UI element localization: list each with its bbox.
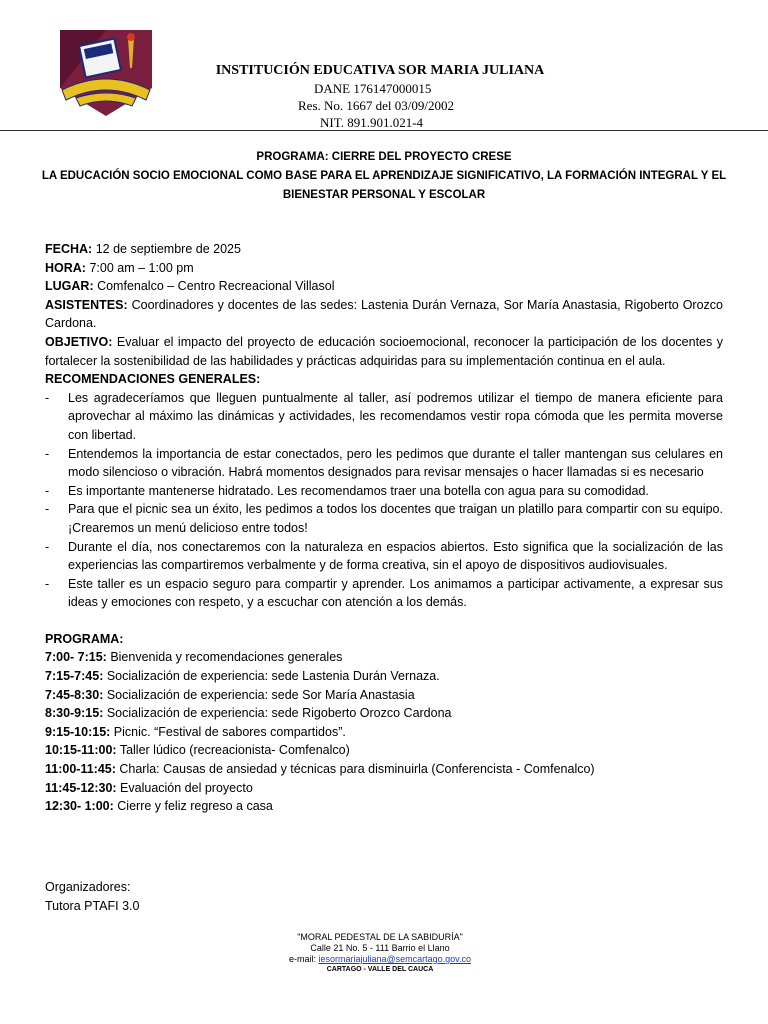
organizers-label: Organizadores:: [45, 880, 131, 894]
list-item: - Este taller es un espacio seguro para compartir y aprender. Los animamos a participar activamente, a expresar sus ideas y emociones con respeto, y a escuchar con atención a los demás.: [45, 576, 723, 610]
schedule-row: 7:00- 7:15: Bienvenida y recomendaciones generales: [45, 650, 343, 665]
list-item: - Para que el picnic sea un éxito, les pedimos a todos los docentes que traigan un platillo para compartir con su equipo. ¡Crearemos un menú delicioso entre todos!: [45, 502, 723, 535]
lugar-value: Comfenalco – Centro Recreacional Villasol: [93, 279, 335, 294]
institution-dane: DANE 176147000015: [314, 81, 432, 96]
footer-email-row: [230, 954, 530, 965]
schedule-row: 11:00-11:45: Charla: Causas de ansiedad y técnicas para disminuirla (Conferencista - Comfenalco): [45, 762, 595, 777]
list-item: - Les agradeceríamos que lleguen puntualmente al taller, así podremos utilizar el tiempo de manera eficiente para aprovechar al máximo las dinámicas y actividades, les recomendamos vestir ropa cómoda que les permita moverse con libertad.: [45, 390, 723, 442]
hora-label: HORA:: [45, 260, 86, 275]
list-item: - Entendemos la importancia de estar conectados, pero les pedimos que durante el taller mantengan sus celulares en modo silencioso o vibración. Habrá momentos designados para revisar mensajes o hacer llamadas si es necesario: [45, 446, 723, 480]
objetivo-row: [45, 333, 723, 370]
asistentes-row: [45, 296, 723, 333]
recommendations-heading: RECOMENDACIONES GENERALES:: [45, 372, 261, 387]
footer-email-link[interactable]: iesormariajuliana@semcartago.gov.co: [318, 954, 472, 964]
bullet-dash: -: [45, 390, 50, 405]
bullet-dash: -: [45, 446, 50, 461]
lugar-row: [45, 277, 723, 296]
schedule-heading: PROGRAMA:: [45, 631, 124, 646]
schedule-row: 12:30- 1:00: Cierre y feliz regreso a casa: [45, 799, 273, 814]
asistentes-label: ASISTENTES:: [45, 297, 128, 312]
program-title: [40, 148, 728, 205]
institution-resolution: Res. No. 1667 del 03/09/2002: [298, 98, 454, 113]
school-crest-icon: [56, 28, 156, 118]
footer-email-label: e-mail:: [288, 954, 319, 964]
fecha-row: [45, 240, 723, 259]
schedule-row: 7:45-8:30: Socialización de experiencia: sede Sor María Anastasia: [45, 687, 415, 702]
bullet-dash: -: [45, 502, 50, 517]
list-item: - Es importante mantenerse hidratado. Les recomendamos traer una botella con agua para su comodidad.: [45, 482, 723, 501]
schedule-row: 7:15-7:45: Socialización de experiencia: sede Lastenia Durán Vernaza.: [45, 669, 440, 684]
fecha-label: FECHA:: [45, 242, 93, 256]
program-title-line2: LA EDUCACIÓN SOCIO EMOCIONAL COMO BASE PARA EL APRENDIZAJE SIGNIFICATIVO, LA FORMACIÓN INTEGRAL Y EL BIENESTAR PERSONAL Y ESCOLAR: [41, 170, 727, 201]
schedule-row: 10:15-11:00: Taller lúdico (recreacionista- Comfenalco): [45, 743, 350, 758]
fecha-value: 12 de septiembre de 2025: [92, 242, 241, 256]
organizers-block: [45, 878, 139, 916]
bullet-dash: -: [45, 483, 50, 498]
header-divider: [0, 130, 768, 131]
bullet-dash: -: [45, 576, 50, 591]
lugar-label: LUGAR:: [45, 279, 94, 294]
institution-header: [170, 62, 590, 80]
schedule-row: 11:45-12:30: Evaluación del proyecto: [45, 780, 253, 795]
hora-row: [45, 259, 723, 278]
recommendations-list: [45, 389, 723, 612]
schedule-row: 9:15-10:15: Picnic. “Festival de sabores compartidos”.: [45, 724, 346, 739]
objetivo-label: OBJETIVO:: [45, 334, 113, 349]
schedule-row: 8:30-9:15: Socialización de experiencia: sede Rigoberto Orozco Cardona: [45, 706, 452, 721]
page-footer: [230, 932, 530, 974]
footer-address: Calle 21 No. 5 - 111 Barrio el Llano: [310, 943, 450, 953]
program-title-line1: PROGRAMA: CIERRE DEL PROYECTO CRESE: [256, 151, 512, 163]
institution-name: INSTITUCIÓN EDUCATIVA SOR MARIA JULIANA: [215, 63, 545, 78]
footer-motto: "MORAL PEDESTAL DE LA SABIDURÍA": [297, 932, 463, 942]
objetivo-value: Evaluar el impacto del proyecto de educación socioemocional, reconocer la participación de los docentes y fortalecer la sostenibilidad de las habilidades y prácticas adquiridas para su implementación continua en el aula.: [45, 334, 723, 368]
organizers-name: Tutora PTAFI 3.0: [45, 899, 140, 913]
document-body: [45, 240, 723, 816]
list-item: - Durante el día, nos conectaremos con la naturaleza en espacios abiertos. Esto significa que la socialización de las experiencias las compartiremos verbalmente y de forma creativa, sin el apoyo de dispositivos audiovisuales.: [45, 539, 723, 573]
bullet-dash: -: [45, 539, 50, 554]
asistentes-value: Coordinadores y docentes de las sedes: Lastenia Durán Vernaza, Sor María Anastasia, Rigoberto Orozco Cardona.: [45, 297, 723, 331]
hora-value: 7:00 am – 1:00 pm: [85, 260, 194, 275]
footer-city: CARTAGO - VALLE DEL CAUCA: [326, 966, 434, 973]
institution-nit: NIT. 891.901.021-4: [320, 115, 424, 130]
